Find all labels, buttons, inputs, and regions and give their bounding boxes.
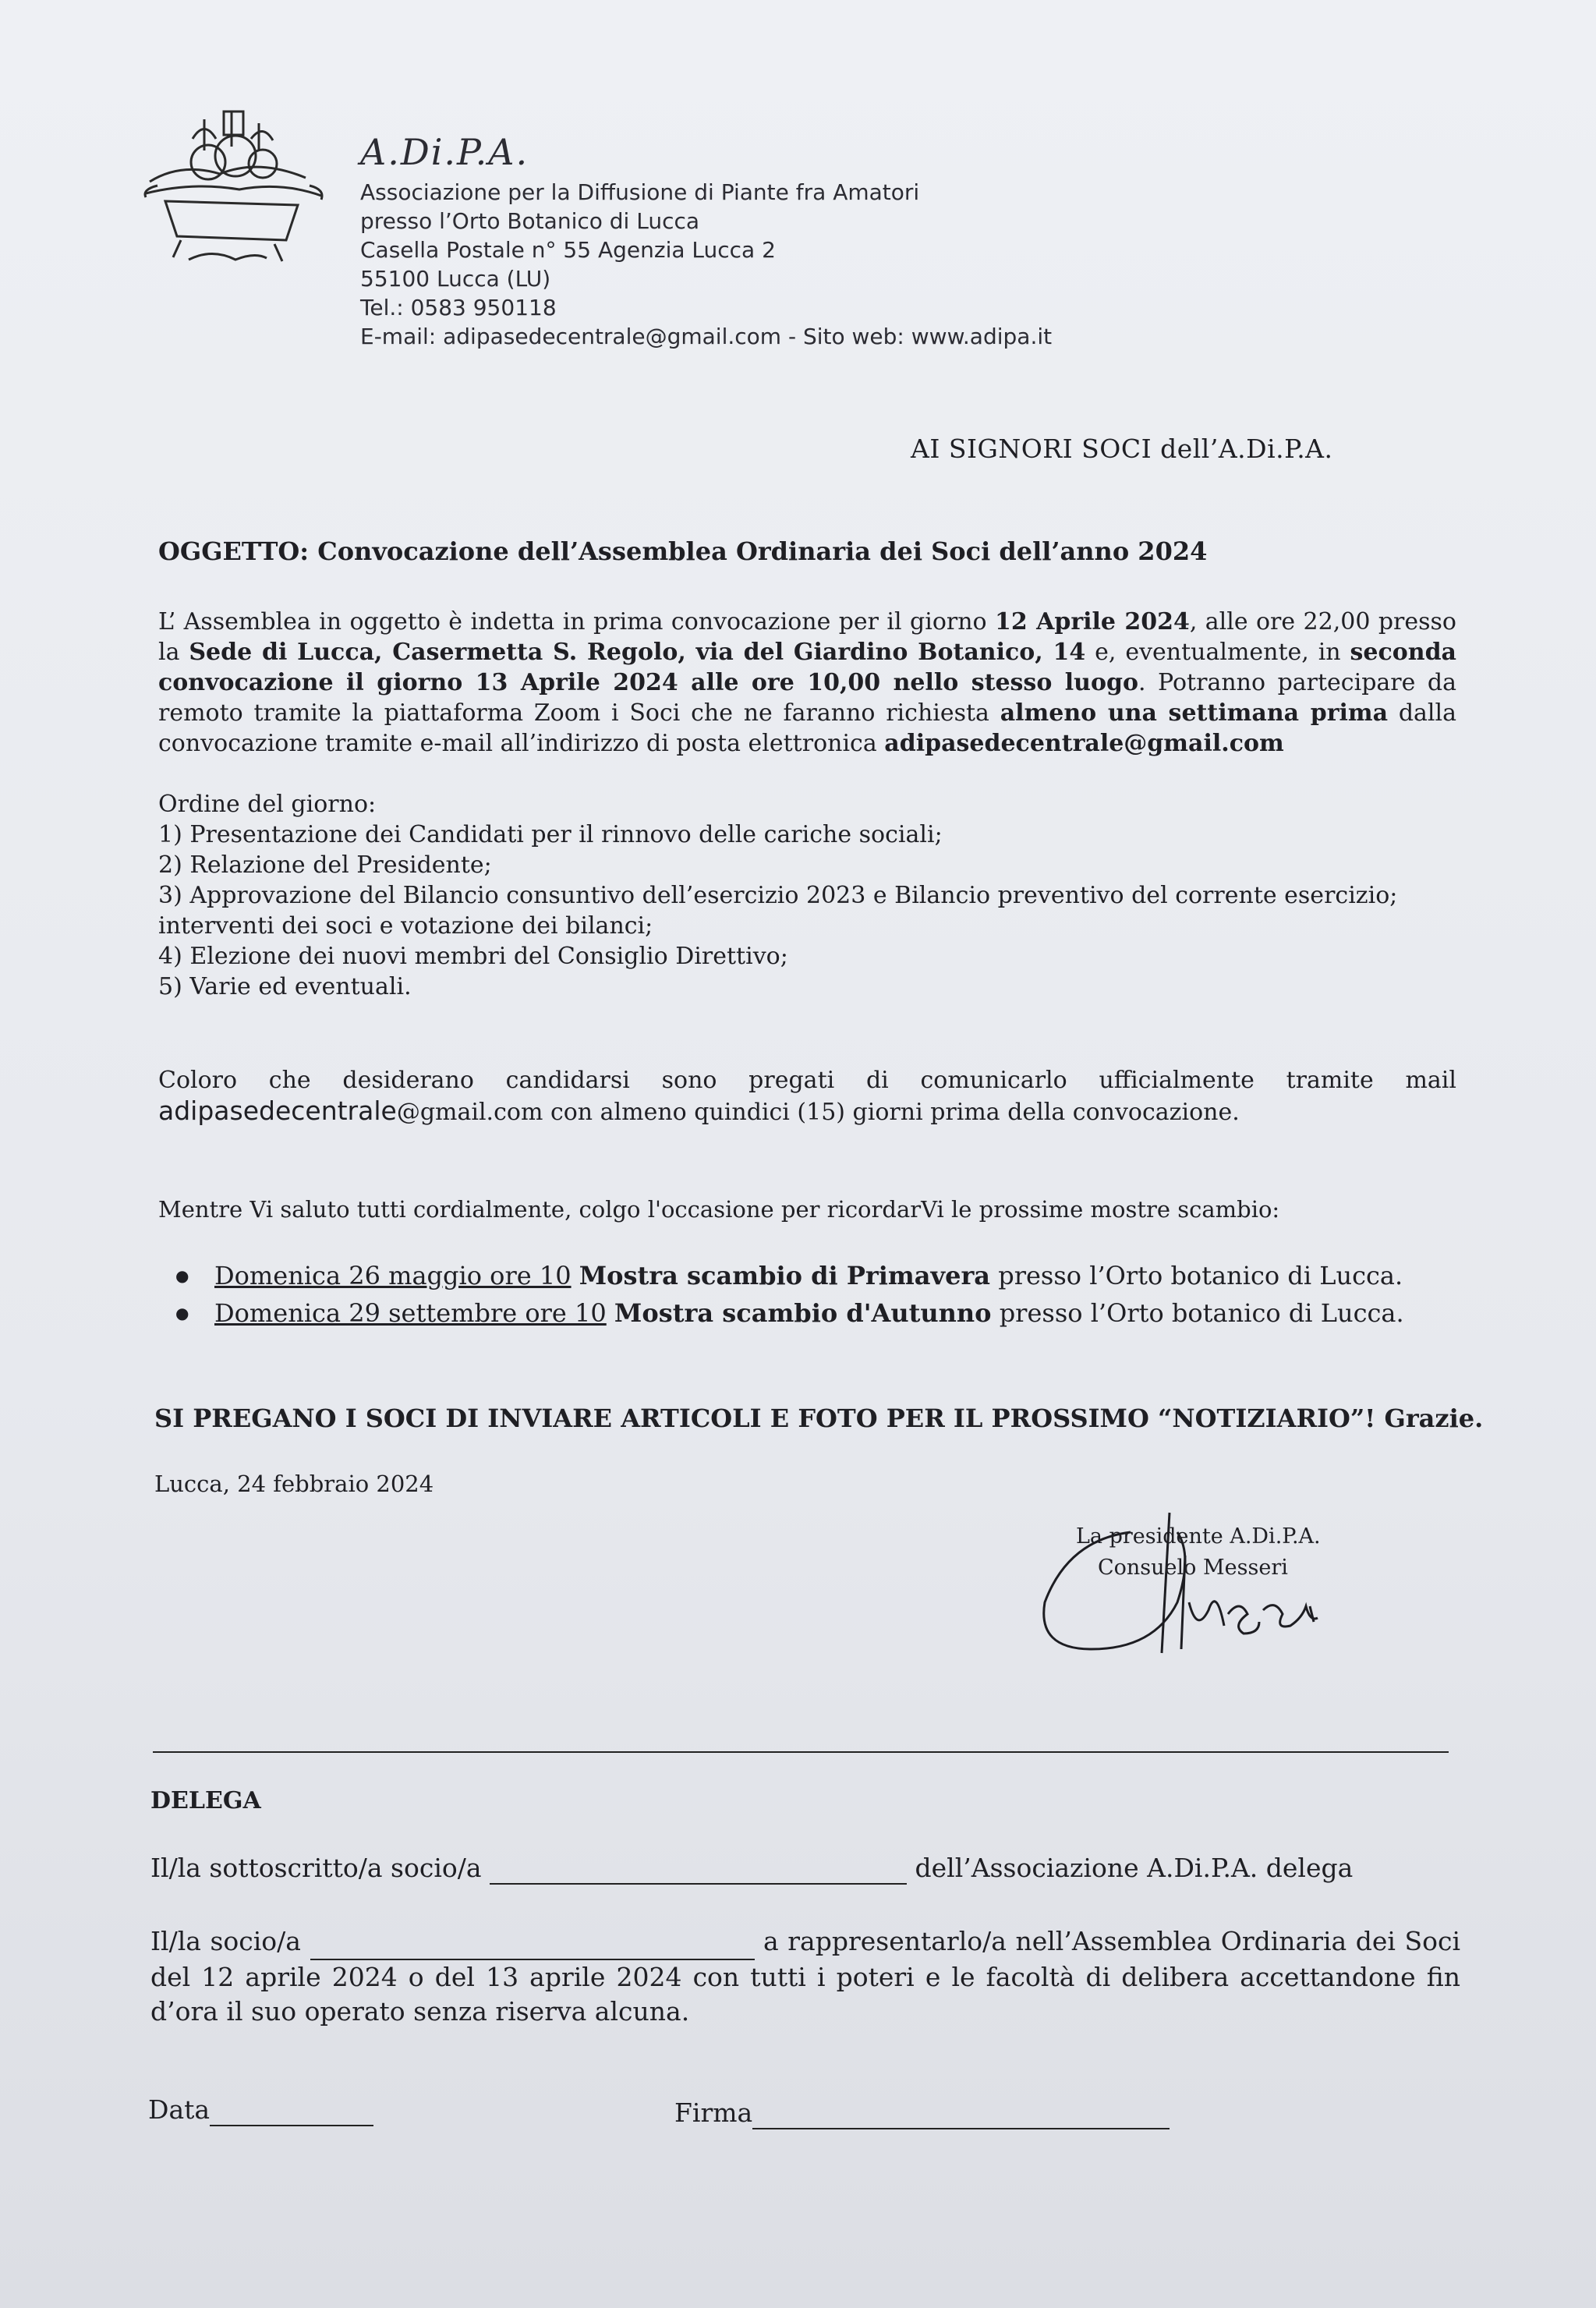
event-date: Domenica 29 settembre ore 10 [214, 1298, 607, 1328]
header-line: E-mail: adipasedecentrale@gmail.com - Sito web: www.adipa.it [360, 324, 1053, 349]
letterhead [360, 131, 1052, 351]
text: Coloro che desiderano candidarsi sono pregati di comunicarlo ufficialmente tramite mail [158, 1067, 1456, 1094]
agenda-item: 3) Approvazione del Bilancio consuntivo dell’esercizio 2023 e Bilancio preventivo del corrente esercizio; [158, 882, 1398, 909]
header-line: Tel.: 0583 950118 [360, 295, 557, 320]
email-address: adipasedecentrale [158, 1096, 397, 1126]
agenda-item: 4) Elezione dei nuovi membri del Consiglio Direttivo; [158, 943, 788, 970]
header-line: Associazione per la Diffusione di Piante fra Amatori [360, 179, 920, 205]
deadline: almeno una settimana prima [1000, 699, 1389, 727]
signature-field[interactable] [752, 2097, 1170, 2129]
delegate-name-field[interactable] [310, 1924, 755, 1960]
candidates-paragraph [158, 1065, 1456, 1127]
agenda-title: Ordine del giorno: [158, 791, 377, 818]
date-label: Data [148, 2094, 211, 2125]
addressee: AI SIGNORI SOCI dell’A.Di.P.A. [911, 434, 1333, 464]
header-line: Casella Postale n° 55 Agenzia Lucca 2 [360, 237, 776, 263]
text: a rappresentarlo/a nell’Assemblea Ordinaria dei Soci del 12 aprile 2024 o del 13 aprile 2024 con tutti i poteri e le facoltà di delibera accettandone fin d’ora il suo operato senza riserva alcuna. [150, 1926, 1460, 2027]
text: @gmail.com con almeno quindici (15) giorni prima della convocazione. [396, 1099, 1240, 1126]
delega-line-2 [150, 1924, 1460, 2029]
header-line: 55100 Lucca (LU) [360, 266, 551, 292]
event-date: Domenica 26 maggio ore 10 [214, 1261, 572, 1290]
agenda-item: 2) Relazione del Presidente; [158, 851, 492, 879]
convocation-paragraph [158, 607, 1456, 759]
place-date: Lucca, 24 febbraio 2024 [154, 1471, 434, 1497]
date-row [148, 2094, 373, 2126]
email-address: adipasedecentrale@gmail.com [884, 730, 1284, 757]
event-place: presso l’Orto botanico di Lucca. [991, 1298, 1404, 1328]
event-place: presso l’Orto botanico di Lucca. [990, 1261, 1403, 1290]
text: Il/la socio/a [150, 1926, 310, 1956]
greeting-paragraph: Mentre Vi saluto tutti cordialmente, colgo l'occasione per ricordarVi le prossime mostre scambio: [158, 1196, 1280, 1223]
list-item [175, 1257, 1404, 1294]
text: dell’Associazione A.Di.P.A. delega [907, 1853, 1354, 1883]
text: , alle ore 22,00 presso la [158, 608, 1456, 666]
agenda-item: 5) Varie ed eventuali. [158, 973, 412, 1000]
signature-role: La presidente A.Di.P.A. [1076, 1524, 1321, 1549]
subject: OGGETTO: Convocazione dell’Assemblea Ordinaria dei Soci dell’anno 2024 [158, 536, 1208, 566]
event-title: Mostra scambio di Primavera [579, 1261, 991, 1290]
delega-title: DELEGA [150, 1787, 261, 1814]
list-item [175, 1294, 1404, 1332]
agenda [158, 789, 1397, 1002]
text: e, eventualmente, in [1085, 639, 1350, 666]
adipa-logo [134, 108, 329, 267]
signature-row [674, 2097, 1170, 2129]
delegator-name-field[interactable] [490, 1853, 907, 1885]
second-date: seconda convocazione il giorno 13 Aprile 2024 alle ore 10,00 nello stesso luogo [158, 639, 1456, 696]
agenda-item: 1) Presentazione dei Candidati per il rinnovo delle cariche sociali; [158, 821, 943, 848]
header-line: presso l’Orto Botanico di Lucca [360, 208, 700, 234]
text: L’ Assemblea in oggetto è indetta in prima convocazione per il giorno [158, 608, 996, 635]
text: . Potranno partecipare da remoto tramite la piattaforma Zoom i Soci che ne faranno richiesta [158, 669, 1456, 727]
signature-name: Consuelo Messeri [1098, 1556, 1288, 1580]
date-field[interactable] [210, 2094, 373, 2126]
signature-label: Firma [674, 2097, 753, 2128]
first-date: 12 Aprile 2024 [995, 608, 1190, 635]
text: dalla convocazione tramite e-mail all’indirizzo di posta elettronica [158, 699, 1457, 757]
delega-line-1 [150, 1853, 1353, 1885]
notice: SI PREGANO I SOCI DI INVIARE ARTICOLI E FOTO PER IL PROSSIMO “NOTIZIARIO”! Grazie. [154, 1404, 1484, 1433]
text: Il/la sottoscritto/a socio/a [150, 1853, 490, 1883]
events-list [175, 1257, 1404, 1332]
divider [153, 1751, 1449, 1753]
brand-name: A.Di.P.A. [360, 131, 529, 173]
venue: Sede di Lucca, Casermetta S. Regolo, via del Giardino Botanico, 14 [189, 639, 1086, 666]
signature-block [1029, 1509, 1357, 1680]
event-title: Mostra scambio d'Autunno [614, 1298, 992, 1328]
agenda-item: interventi dei soci e votazione dei bilanci; [158, 912, 653, 940]
